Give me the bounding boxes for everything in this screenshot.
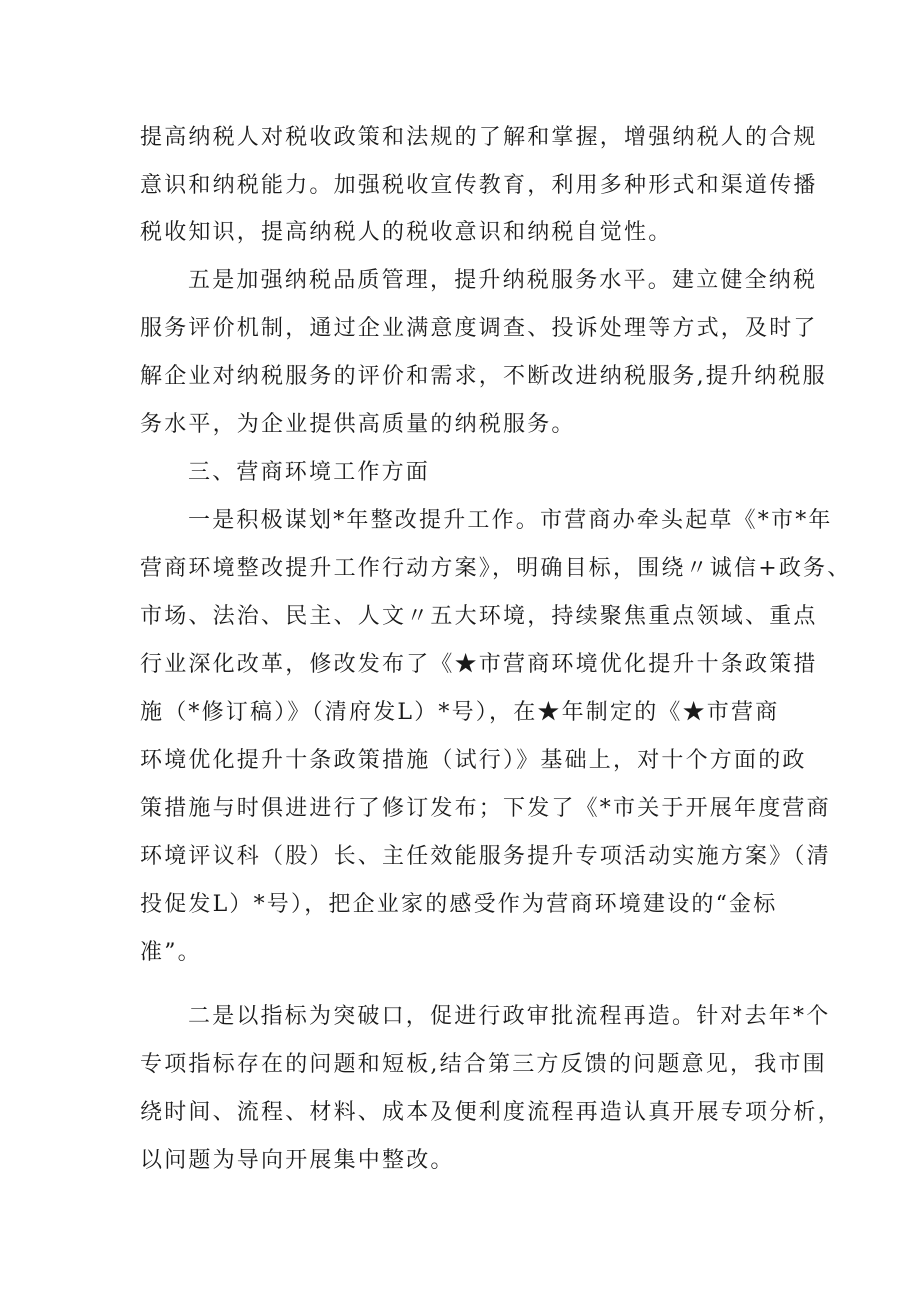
text-line: 税收知识，提高纳税人的税收意识和纳税自觉性。 xyxy=(140,220,673,245)
text-line: 意识和纳税能力。加强税收宣传教育，利用多种形式和渠道传播 xyxy=(140,173,818,198)
text-line: 市场、法治、民主、人文〃五大环境，持续聚焦重点领域、重点 xyxy=(140,604,818,629)
text-line: 以问题为导向开展集中整改。 xyxy=(140,1148,455,1173)
text-line: 解企业对纳税服务的评价和需求，不断改进纳税服务,提升纳税服 xyxy=(140,364,827,389)
text-line: 环境评议科（股）长、主任效能服务提升专项活动实施方案》（清 xyxy=(140,844,831,869)
text-line: 专项指标存在的问题和短板,结合第三方反馈的问题意见，我市围 xyxy=(140,1052,827,1077)
text-line: 行业深化改革，修改发布了《★市营商环境优化提升十条政策措 xyxy=(140,652,818,677)
text-line: 投促发L）*号），把企业家的感受作为营商环境建设的“金标 xyxy=(140,892,778,917)
text-line: 绕时间、流程、材料、成本及便利度流程再造认真开展专项分析， xyxy=(140,1100,842,1125)
text-line: 提高纳税人对税收政策和法规的了解和掌握，增强纳税人的合规 xyxy=(140,125,818,150)
paragraph-one-start: 一是积极谋划*年整改提升工作。市营商办牵头起草《*市*年 xyxy=(188,508,833,533)
text-line: 服务评价机制，通过企业满意度调查、投诉处理等方式，及时了 xyxy=(140,316,818,341)
paragraph-five-start: 五是加强纳税品质管理，提升纳税服务水平。建立健全纳税 xyxy=(188,268,818,293)
text-line: 务水平，为企业提供高质量的纳税服务。 xyxy=(140,412,576,437)
paragraph-two-start: 二是以指标为突破口，促进行政审批流程再造。针对去年*个 xyxy=(188,1004,831,1029)
text-line: 环境优化提升十条政策措施（试行）》基础上，对十个方面的政 xyxy=(140,748,807,773)
text-line: 施（*修订稿）》（清府发L）*号），在★年制定的《★市营商 xyxy=(140,700,780,725)
text-line: 准”。 xyxy=(140,940,202,965)
text-line: 营商环境整改提升工作行动方案》，明确目标，围绕〃诚信+政务、 xyxy=(140,556,852,581)
text-line: 策措施与时俱进进行了修订发布；下发了《*市关于开展年度营商 xyxy=(140,796,831,821)
section-heading: 三、营商环境工作方面 xyxy=(188,460,431,485)
